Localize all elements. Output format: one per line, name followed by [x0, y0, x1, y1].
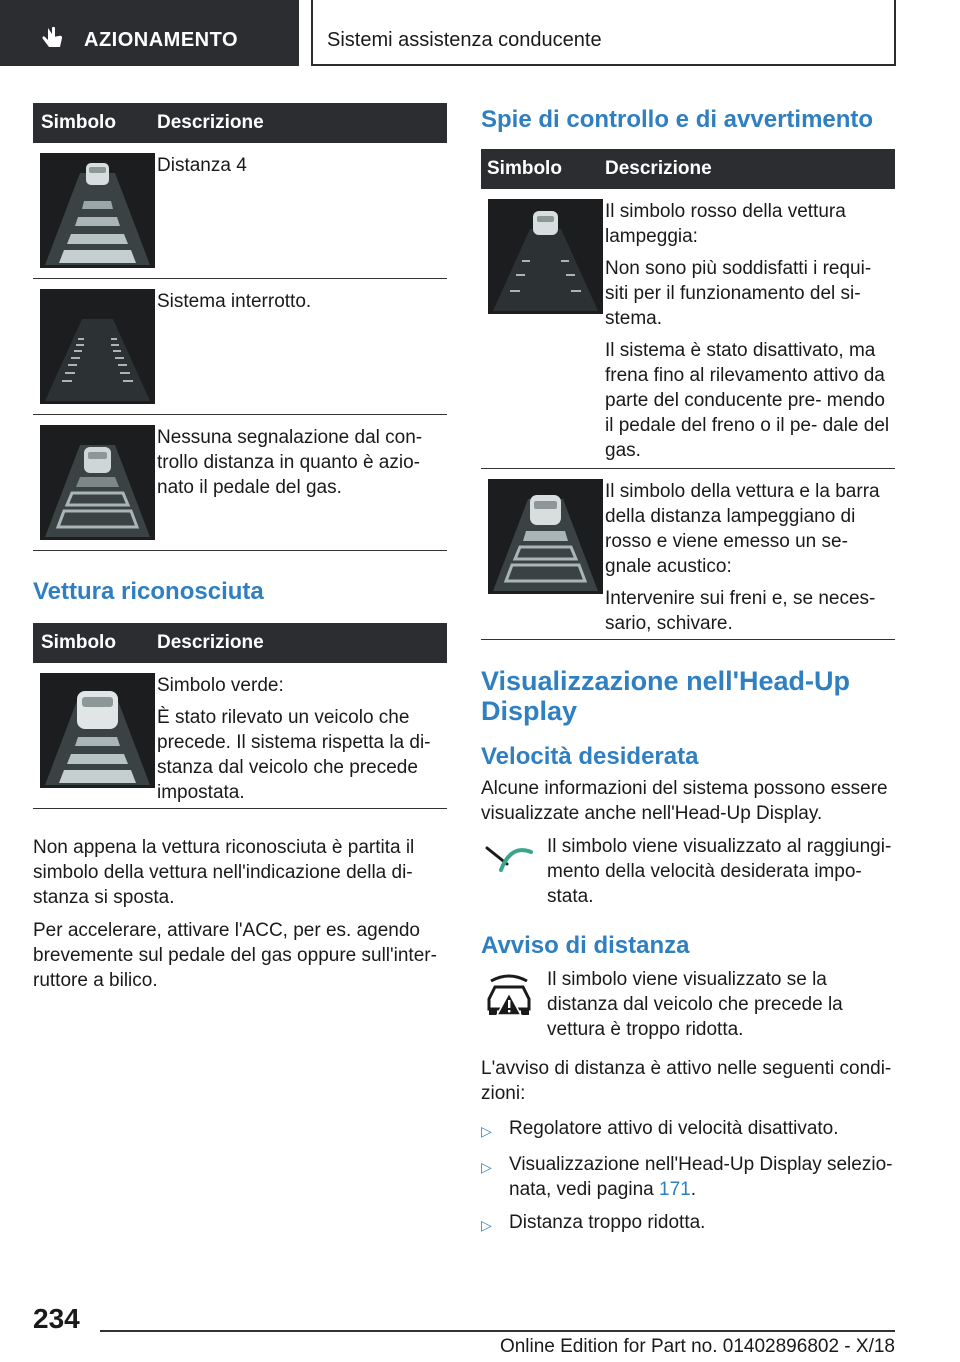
table-row	[33, 143, 447, 279]
desired-speed-icon-text: Il simbolo viene visualizzato al raggiungi- mento della velocità desiderata impo- stata.	[547, 836, 892, 907]
row-description-line: Il simbolo della vettura e la barra della distanza lampeggiano di rosso e viene emesso un se- gnale acustico:	[605, 481, 880, 577]
header-section-label: AZIONAMENTO	[84, 29, 239, 51]
symbol-table-distance	[33, 103, 447, 551]
distance-4-icon	[40, 153, 155, 268]
red-vehicle-blinking-icon	[488, 199, 603, 314]
page-number: 234	[33, 1303, 80, 1334]
triangle-bullet-icon: ▷	[481, 1123, 492, 1139]
heading-vehicle-detected: Vettura riconosciuta	[33, 578, 264, 605]
table-row	[33, 279, 447, 415]
list-item: ▷ Distanza troppo ridotta.	[481, 1210, 895, 1238]
symbol-table-warnings	[481, 149, 895, 640]
col-description-header: Descrizione	[157, 112, 264, 133]
paragraph: Alcune informazioni del sistema possono essere visualizzate anche nell'Head-Up Display.	[481, 778, 888, 824]
row-description-line: Il sistema è stato disattivato, ma frena fino al rilevamento attivo da parte del conducente pre- mendo il pedale del freno o il pe- dale del gas.	[605, 340, 890, 461]
row-description-line: È stato rilevato un veicolo che precede. Il sistema rispetta la di- stanza dal veicolo che precede impostata.	[157, 707, 431, 803]
table-row	[481, 469, 895, 640]
symbol-table-vehicle	[33, 623, 447, 809]
paragraph: L'avviso di distanza è attivo nelle seguenti condi- zioni:	[481, 1058, 892, 1104]
distance-warning-info	[481, 967, 895, 1042]
distance-warning-car-icon	[481, 967, 537, 1023]
row-description-line: Simbolo verde:	[157, 675, 284, 696]
desired-speed-icon	[481, 834, 537, 890]
row-description: Distanza 4	[157, 155, 247, 176]
footer-divider	[100, 1330, 895, 1332]
heading-head-up-display: Visualizzazione nell'Head-Up Display	[481, 666, 851, 726]
table-header	[481, 149, 895, 189]
list-item: ▷ Visualizzazione nell'Head-Up Display selezio- nata, vedi pagina 171.	[481, 1154, 893, 1200]
footer-edition: Online Edition for Part no. 01402896802 - X/18	[499, 1336, 895, 1357]
col-description-header: Descrizione	[605, 158, 712, 179]
paragraph: Non appena la vettura riconosciuta è partita il simbolo della vettura nell'indicazione della di- stanza si sposta.	[33, 837, 415, 908]
col-symbol-header: Simbolo	[41, 112, 116, 133]
vehicle-detected-icon	[40, 673, 155, 788]
accelerator-override-icon	[40, 425, 155, 540]
conditions-list	[481, 1116, 895, 1238]
table-row	[481, 189, 895, 469]
row-description-line: Intervenire sui freni e, se neces- sario, schivare.	[605, 588, 876, 634]
col-symbol-header: Simbolo	[487, 158, 562, 179]
header-section-tab	[0, 0, 299, 66]
col-description-header: Descrizione	[157, 632, 264, 653]
list-item: ▷ Regolatore attivo di velocità disattivato.	[481, 1116, 895, 1144]
row-description: Nessuna segnalazione dal con- trollo distanza in quanto è azio- nato il pedale del gas.	[157, 427, 423, 498]
desired-speed-info	[481, 834, 895, 909]
system-interrupted-icon	[40, 289, 155, 404]
col-symbol-header: Simbolo	[41, 632, 116, 653]
triangle-bullet-icon: ▷	[481, 1159, 492, 1175]
header-chapter-box	[311, 0, 896, 66]
table-row	[33, 415, 447, 551]
table-header	[33, 103, 447, 143]
row-description-line: Il simbolo rosso della vettura lampeggia:	[605, 201, 846, 247]
header-chapter-label: Sistemi assistenza conducente	[327, 29, 602, 51]
heading-desired-speed: Velocità desiderata	[481, 743, 699, 770]
hand-icon	[40, 26, 66, 52]
triangle-bullet-icon: ▷	[481, 1217, 492, 1233]
left-column	[33, 103, 447, 1001]
heading-distance-warning: Avviso di distanza	[481, 932, 690, 959]
page-link[interactable]: 171	[659, 1179, 691, 1200]
right-column	[481, 105, 895, 1246]
distance-warning-blinking-icon	[488, 479, 603, 594]
paragraph: Per accelerare, attivare l'ACC, per es. agendo brevemente sul pedale del gas oppure sull'inter- ruttore a bilico.	[33, 920, 437, 991]
row-description-line: Non sono più soddisfatti i requi- siti per il funzionamento del si- stema.	[605, 258, 872, 329]
row-description: Sistema interrotto.	[157, 291, 312, 312]
distance-warning-icon-text: Il simbolo viene visualizzato se la distanza dal veicolo che precede la vettura è troppo ridotta.	[547, 969, 843, 1040]
table-row	[33, 663, 447, 809]
table-header	[33, 623, 447, 663]
heading-warning-lights: Spie di controllo e di avvertimento	[481, 106, 874, 133]
